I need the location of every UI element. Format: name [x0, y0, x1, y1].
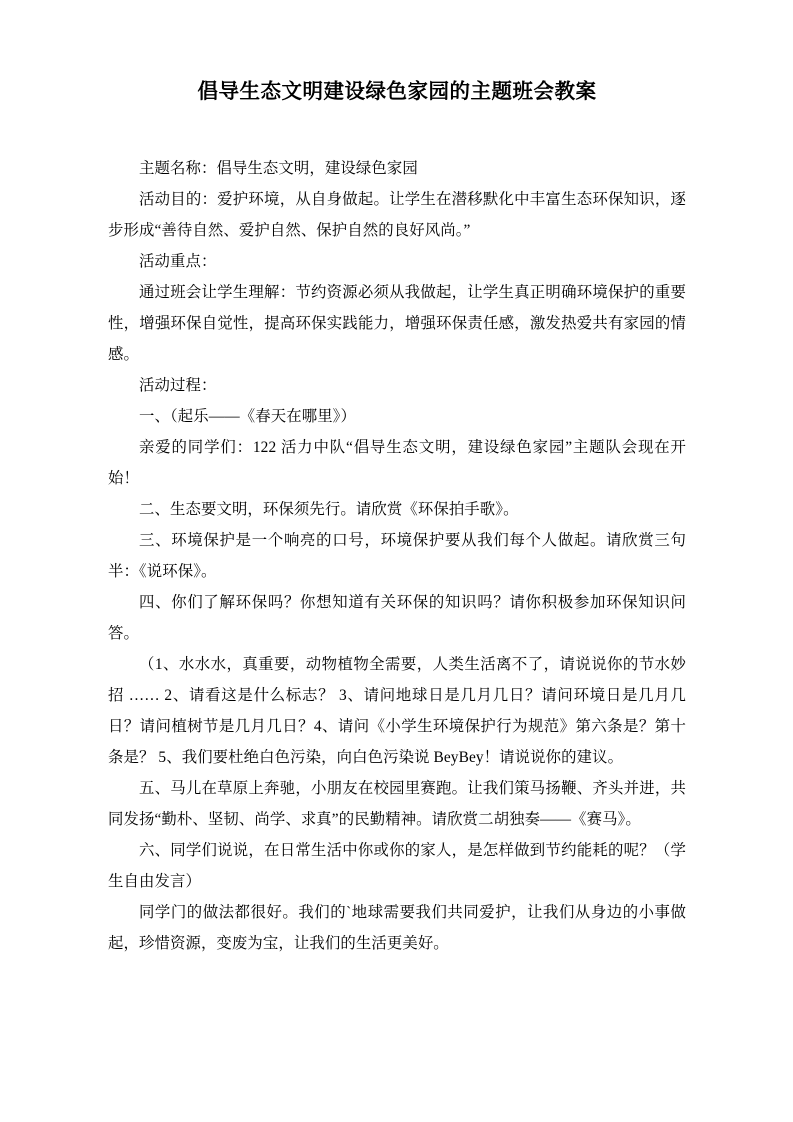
paragraph: 五、马儿在草原上奔驰，小朋友在校园里赛跑。让我们策马扬鞭、齐头并进，共同发扬“勤朴、坚韧、尚学、求真”的民勤精神。请欣赏二胡独奏——《赛马》。	[108, 779, 686, 828]
paragraph: （1、水水水，真重要，动物植物全需要，人类生活离不了，请说说你的节水妙招 …… 2、请看这是什么标志？ 3、请问地球日是几月几日？请问环境日是几月几日？请问植树节是几月几日？4、请问《小学生环境保护行为规范》第六条是？第十条是？ 5、我们要杜绝白色污染，向白色污染说 BeyBey！请说说你的建议。	[108, 655, 686, 766]
paragraph: 同学门的做法都很好。我们的`地球需要我们共同爱护，让我们从身边的小事做起，珍惜资源，变废为宝，让我们的生活更美好。	[108, 903, 686, 952]
document-body	[108, 153, 686, 959]
paragraph: 一、（起乐——《春天在哪里》）	[139, 407, 356, 425]
paragraph: 亲爱的同学们：122 活力中队“倡导生态文明，建设绿色家园”主题队会现在开始！	[108, 438, 686, 487]
paragraph: 活动目的：爱护环境，从自身做起。让学生在潜移默化中丰富生态环保知识，逐步形成“善待自然、爱护自然、保护自然的良好风尚。”	[108, 190, 686, 239]
paragraph: 活动重点：	[139, 252, 217, 270]
document-content	[108, 78, 686, 959]
paragraph: 六、同学们说说，在日常生活中你或你的家人，是怎样做到节约能耗的呢？（学生自由发言）	[108, 841, 686, 890]
paragraph: 二、生态要文明，环保须先行。请欣赏《环保拍手歌》。	[139, 500, 519, 518]
paragraph: 主题名称：倡导生态文明，建设绿色家园	[139, 159, 418, 177]
page-title: 倡导生态文明建设绿色家园的主题班会教案	[197, 80, 597, 103]
paragraph: 四、你们了解环保吗？你想知道有关环保的知识吗？请你积极参加环保知识问答。	[108, 593, 686, 642]
paragraph: 通过班会让学生理解：节约资源必须从我做起，让学生真正明确环境保护的重要性，增强环保自觉性，提高环保实践能力，增强环保责任感，激发热爱共有家园的情感。	[108, 283, 686, 363]
paragraph: 三、环境保护是一个响亮的口号，环境保护要从我们每个人做起。请欣赏三句半：《说环保》。	[108, 531, 686, 580]
paragraph: 活动过程：	[139, 376, 217, 394]
